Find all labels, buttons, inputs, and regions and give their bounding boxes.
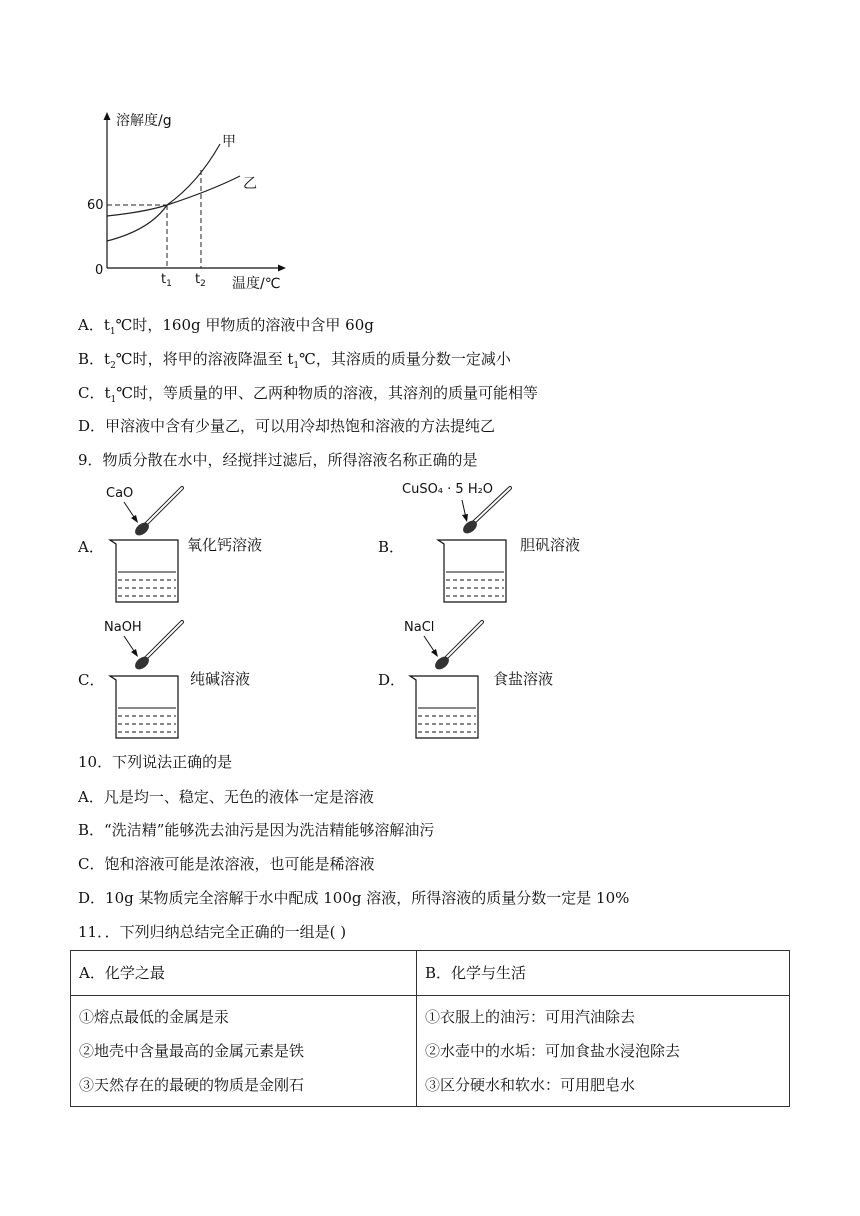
q9-reagent-b: CuSO₄ · 5 H₂O [402,482,494,497]
q8-option-c: C．$t_1℃$时，等质量的甲、乙两种物质的溶液，其溶剂的质量可能相等 [78,384,539,405]
list-item: ③区分硬水和软水：可用肥皂水 [425,1076,636,1094]
q8-option-d: D．甲溶液中含有少量乙，可以用冷却热饱和溶液的方法提纯乙 [78,417,496,435]
spoon-icon-a [133,488,182,538]
q9-beaker-c [100,614,190,746]
table-header-b: B．化学与生活 [417,951,790,996]
beaker-icon-d [410,676,478,738]
q9-reagent-c: NaOH [104,620,142,635]
origin-label: 0 [95,263,104,278]
curve-jia-label: 甲 [222,134,236,150]
q9-beaker-d [400,614,490,746]
q10-option-a: A．凡是均一、稳定、无色的液体一定是溶液 [78,788,374,806]
q9-reagent-a: CaO [106,486,134,501]
q9-option-b-letter: B． [378,538,405,556]
q11-table [70,950,790,1107]
q9-option-a-text: 氧化钙溶液 [187,536,263,554]
curve-yi-label: 乙 [243,176,257,192]
q9-reagent-d: NaCl [404,620,435,635]
q8-option-a: A．$t_1℃$时，160g 甲物质的溶液中含甲 60g [78,316,374,337]
q10-stem: 10．下列说法正确的是 [78,753,233,771]
beaker-icon-c [110,676,178,738]
ylabel: 溶解度/g [116,113,172,129]
xlabel: 温度/℃ [232,276,281,292]
table-row [71,996,790,1107]
q11-stem: 11．．下列归纳总结完全正确的一组是( ) [78,923,347,941]
q9-option-d-letter: D． [378,671,406,689]
q9-stem: 9．物质分散在水中，经搅拌过滤后，所得溶液名称正确的是 [78,451,478,469]
beaker-icon-a [110,540,178,602]
beaker-icon-b [438,540,506,602]
q10-option-b: B．“洗洁精”能够洗去油污是因为洗洁精能够溶解油污 [78,821,435,839]
table-cell-a [71,996,417,1107]
list-item: ②水壶中的水垢：可加食盐水浸泡除去 [425,1042,681,1060]
list-item: ③天然存在的最硬的物质是金刚石 [79,1076,305,1094]
t1-label: $t_1$ [161,272,172,289]
spoon-icon-d [433,622,482,672]
table-header-a: A．化学之最 [71,951,417,996]
list-item: ①衣服上的油污：可用汽油除去 [425,1008,636,1026]
q9-option-d-text: 食盐溶液 [493,670,554,688]
y-axis-arrow [104,112,111,120]
q10-option-c: C．饱和溶液可能是浓溶液，也可能是稀溶液 [78,855,375,873]
list-item: ②地壳中含量最高的金属元素是铁 [79,1042,305,1060]
q8-option-b: B．$t_2℃$时，将甲的溶液降温至 $t_1℃$，其溶质的质量分数一定减小 [78,350,511,371]
q10-option-d: D．10g 某物质完全溶解于水中配成 100g 溶液，所得溶液的质量分数一定是 10% [78,889,630,907]
q9-beaker-a [100,480,190,610]
curve-yi [107,176,240,216]
table-row [71,951,790,996]
table-cell-b [417,996,790,1107]
solubility-graph [80,108,310,298]
q9-beaker-b [400,476,540,610]
q9-option-c-text: 纯碱溶液 [190,670,251,688]
t2-label: $t_2$ [195,272,206,289]
q9-option-c-letter: C． [78,671,105,689]
q9-option-b-text: 胆矾溶液 [520,536,581,554]
y-tick-60: 60 [87,198,104,213]
q9-option-a-letter: A． [78,538,104,556]
list-item: ①熔点最低的金属是汞 [79,1008,230,1026]
x-axis-arrow [278,265,286,272]
